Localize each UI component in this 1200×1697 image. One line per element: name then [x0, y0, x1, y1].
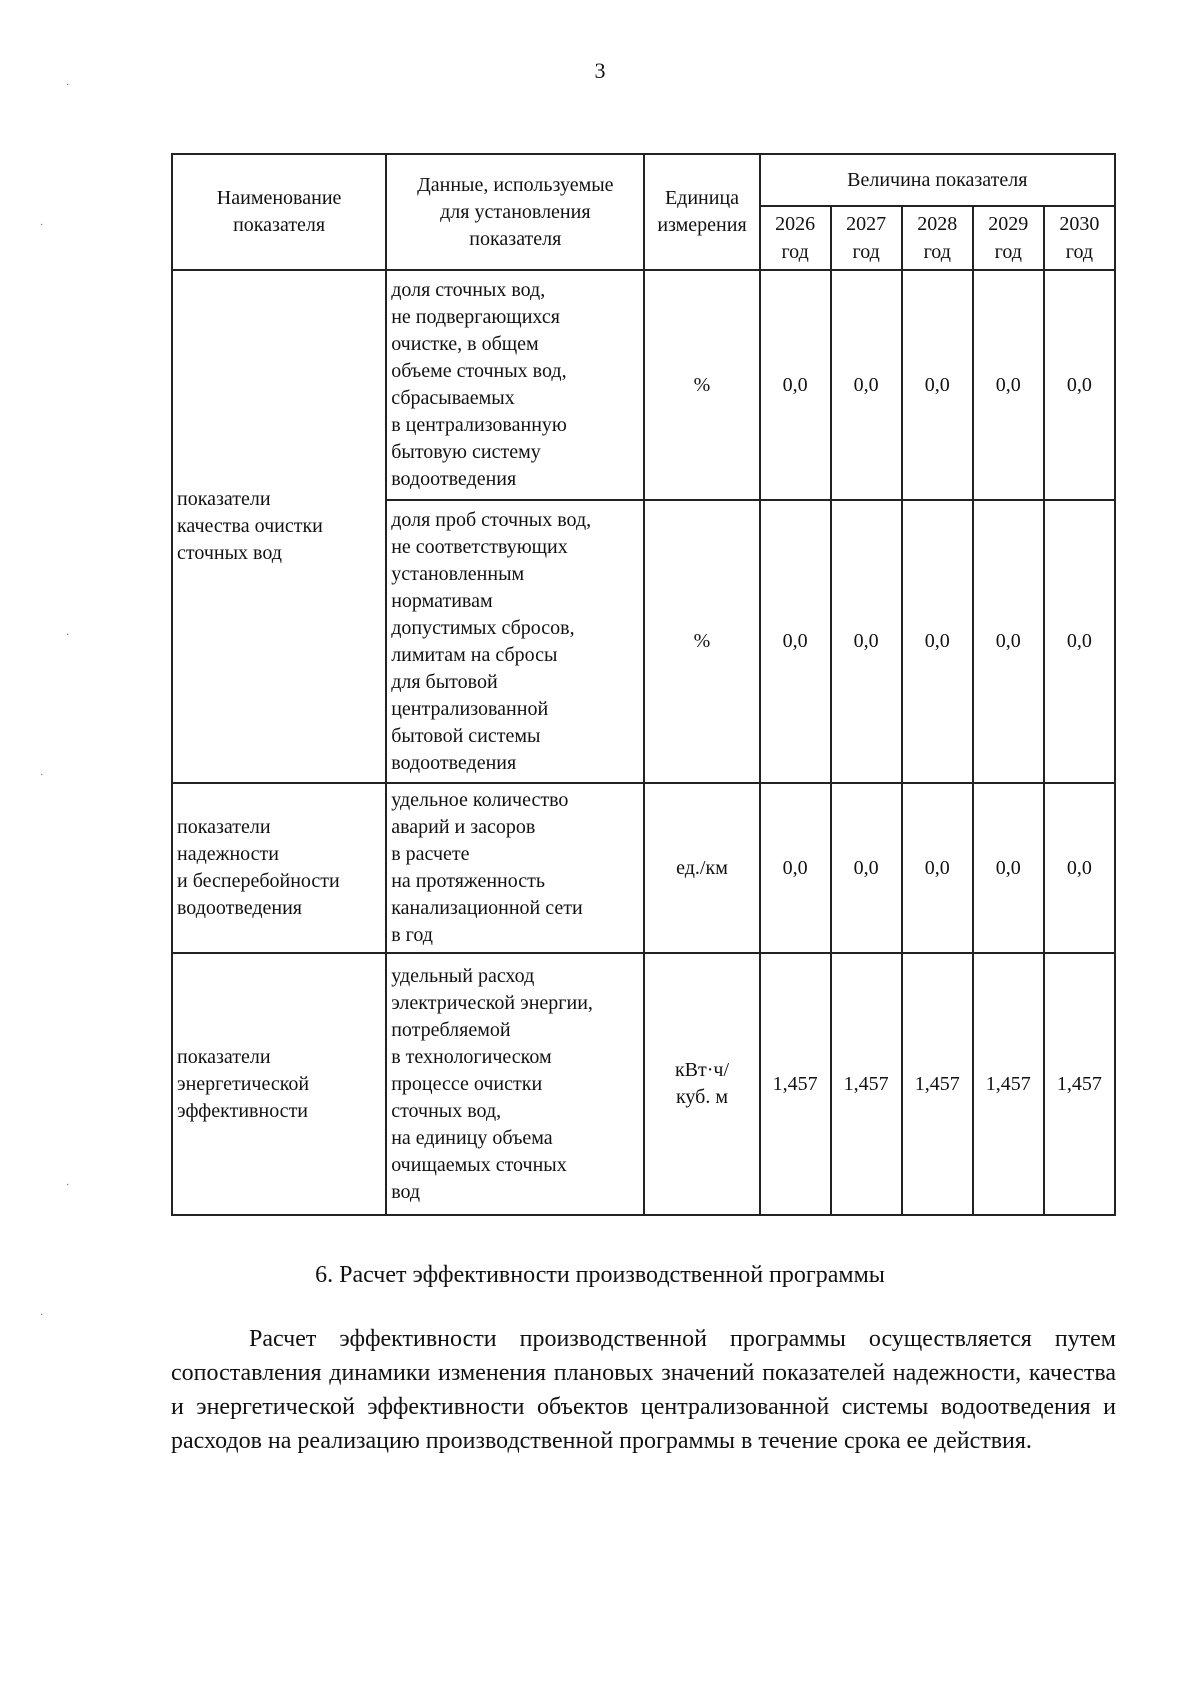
value-cell-2030: 1,457 — [1044, 953, 1115, 1215]
value-cell-2029: 0,0 — [973, 783, 1044, 953]
indicator-data-cell: удельный расход электрической энергии, потребляемой в технологическом процессе очистки сточных вод, на единицу объема очищаемых сточных вод — [386, 953, 644, 1215]
indicator-data-cell: доля сточных вод, не подвергающихся очистке, в общем объеме сточных вод, сбрасываемых в централизованную бытовую систему водоотведения — [386, 270, 644, 500]
value-cell-2027: 0,0 — [831, 270, 902, 500]
value-cell-2027: 0,0 — [831, 783, 902, 953]
table-header-row — [172, 154, 1115, 206]
indicator-data-cell: доля проб сточных вод, не соответствующих установленным нормативам допустимых сбросов, лимитам на сбросы для бытовой централизованной бытовой системы водоотведения — [386, 500, 644, 783]
value-cell-2029: 0,0 — [973, 270, 1044, 500]
header-indicator-value: Величина показателя — [760, 154, 1115, 206]
value-cell-2026: 0,0 — [760, 270, 831, 500]
indicator-group-name: показатели качества очистки сточных вод — [172, 270, 386, 783]
header-year-2029: 2029 год — [973, 206, 1044, 270]
value-cell-2030: 0,0 — [1044, 270, 1115, 500]
header-indicator-name: Наименование показателя — [172, 154, 386, 270]
value-cell-2026: 0,0 — [760, 783, 831, 953]
unit-cell: кВт·ч/ куб. м — [644, 953, 759, 1215]
indicator-group-name: показатели энергетической эффективности — [172, 953, 386, 1215]
unit-cell: ед./км — [644, 783, 759, 953]
unit-cell: % — [644, 270, 759, 500]
value-cell-2030: 0,0 — [1044, 783, 1115, 953]
value-cell-2028: 0,0 — [902, 270, 973, 500]
value-cell-2028: 0,0 — [902, 500, 973, 783]
scan-mark: · — [66, 1180, 70, 1191]
value-cell-2026: 0,0 — [760, 500, 831, 783]
header-year-2027: 2027 год — [831, 206, 902, 270]
value-cell-2027: 0,0 — [831, 500, 902, 783]
header-year-2026: 2026 год — [760, 206, 831, 270]
value-cell-2027: 1,457 — [831, 953, 902, 1215]
section-title: 6. Расчет эффективности производственной программы — [315, 1262, 885, 1288]
section-paragraph: Расчет эффективности производственной программы осуществляется путем сопоставления динамики изменения плановых значений показателей надежности, качества и энергетической эффективности объектов централизованной системы водоотведения и расходов на реализацию производственной программы в течение срока ее действия. — [171, 1326, 1116, 1454]
value-cell-2029: 0,0 — [973, 500, 1044, 783]
indicator-group-name: показатели надежности и бесперебойности водоотведения — [172, 783, 386, 953]
scan-mark: · — [66, 80, 70, 91]
indicator-data-cell: удельное количество аварий и засоров в расчете на протяженность канализационной сети в год — [386, 783, 644, 953]
header-year-2030: 2030 год — [1044, 206, 1115, 270]
scan-mark: · — [40, 1310, 44, 1321]
value-cell-2029: 1,457 — [973, 953, 1044, 1215]
table-row — [172, 783, 1115, 953]
scan-mark: · — [40, 770, 44, 781]
value-cell-2028: 1,457 — [902, 953, 973, 1215]
table-row — [172, 953, 1115, 1215]
page-number: 3 — [594, 58, 606, 83]
unit-cell: % — [644, 500, 759, 783]
header-year-2028: 2028 год — [902, 206, 973, 270]
table-row — [172, 270, 1115, 500]
value-cell-2028: 0,0 — [902, 783, 973, 953]
scan-mark: · — [66, 630, 70, 641]
value-cell-2030: 0,0 — [1044, 500, 1115, 783]
value-cell-2026: 1,457 — [760, 953, 831, 1215]
header-data-used: Данные, используемые для установления показателя — [386, 154, 644, 270]
header-unit: Единица измерения — [644, 154, 759, 270]
indicators-table — [171, 153, 1116, 1216]
scan-mark: · — [40, 220, 44, 231]
